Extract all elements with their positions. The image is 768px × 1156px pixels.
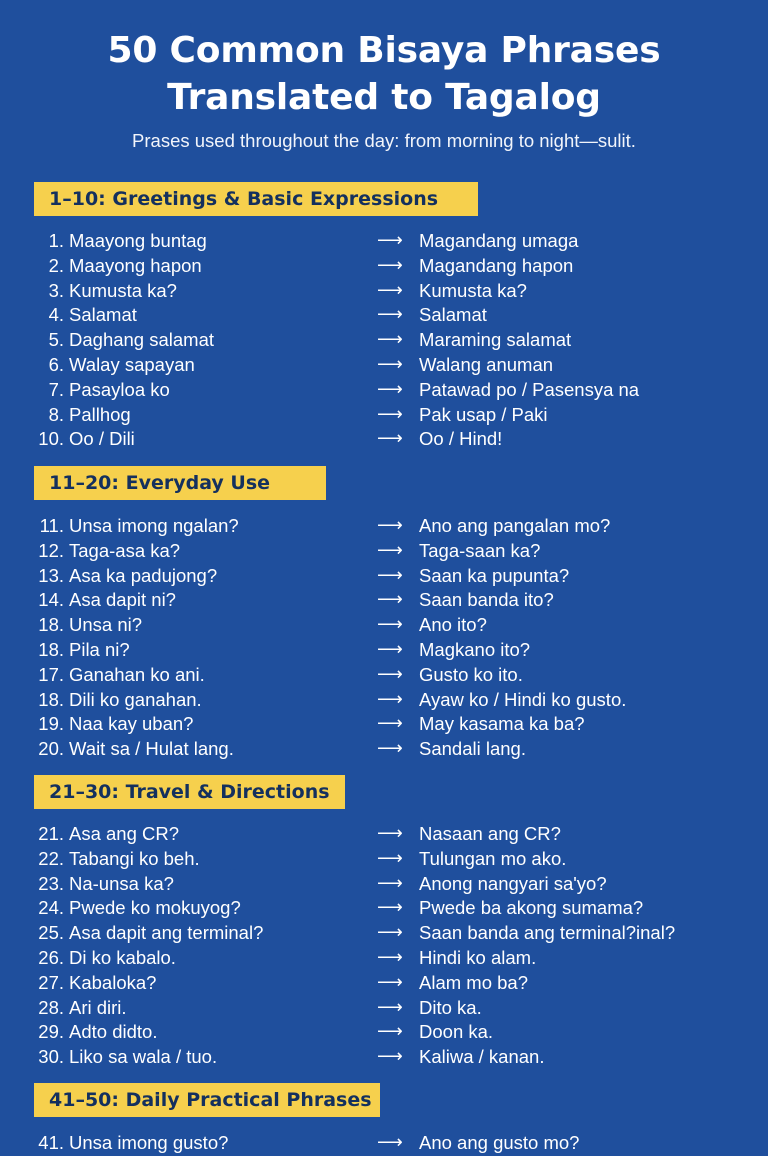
phrase-number: 29. — [38, 1021, 64, 1043]
tagalog-phrase: Anong nangyari sa'yo? — [419, 872, 607, 894]
tagalog-phrase: Kumusta ka? — [419, 279, 527, 301]
arrow-icon: ⟶ — [377, 353, 403, 375]
phrase-row — [0, 896, 768, 921]
tagalog-phrase: Patawad po / Pasensya na — [419, 378, 640, 400]
bisaya-phrase: Asa ka padujong? — [69, 564, 218, 586]
phrase-number: 5. — [48, 329, 64, 351]
section-heading-greetings: 1–10: Greetings & Basic Expressions — [34, 182, 478, 216]
phrase-row — [0, 613, 768, 638]
tagalog-phrase: Salamat — [419, 304, 487, 326]
phrase-row — [0, 588, 768, 613]
tagalog-phrase: May kasama ka ba? — [419, 713, 585, 735]
arrow-icon: ⟶ — [377, 378, 403, 400]
phrase-number: 24. — [38, 897, 64, 919]
bisaya-phrase: Pasayloa ko — [69, 378, 170, 400]
bisaya-phrase: Asa dapit ni? — [69, 589, 176, 611]
arrow-icon: ⟶ — [377, 1132, 403, 1153]
phrase-row — [0, 229, 768, 254]
page-title-line-1: 50 Common Bisaya Phrases — [107, 30, 661, 71]
tagalog-phrase: Kaliwa / kanan. — [419, 1046, 545, 1068]
bisaya-phrase: Daghang salamat — [69, 329, 215, 351]
page-subtitle: Prases used throughout the day: from morning to night—sulit. — [132, 130, 636, 151]
arrow-icon: ⟶ — [377, 1021, 403, 1043]
arrow-icon: ⟶ — [377, 279, 403, 301]
phrase-number: 27. — [38, 971, 64, 993]
phrase-row — [0, 638, 768, 663]
arrow-icon: ⟶ — [377, 614, 403, 636]
bisaya-phrase: Liko sa wala / tuo. — [69, 1046, 218, 1068]
phrase-number: 19. — [38, 713, 64, 735]
phrase-number: 23. — [38, 872, 64, 894]
tagalog-phrase: Taga-saan ka? — [419, 539, 541, 561]
bisaya-phrase: Dili ko ganahan. — [69, 688, 202, 710]
tagalog-phrase: Ayaw ko / Hindi ko gusto. — [419, 688, 627, 710]
bisaya-phrase: Taga-asa ka? — [69, 539, 181, 561]
phrase-number: 18. — [38, 688, 64, 710]
phrase-row — [0, 564, 768, 589]
phrase-row — [0, 403, 768, 428]
phrase-number: 25. — [38, 922, 64, 944]
bisaya-phrase: Asa ang CR? — [69, 823, 180, 844]
bisaya-phrase: Di ko kabalo. — [69, 946, 176, 968]
phrase-list-travel — [0, 822, 768, 1070]
arrow-icon: ⟶ — [377, 1046, 403, 1068]
phrase-number: 12. — [38, 539, 64, 561]
tagalog-phrase: Hindi ko alam. — [419, 946, 537, 968]
tagalog-phrase: Pak usap / Paki — [419, 403, 548, 425]
bisaya-phrase: Na-unsa ka? — [69, 872, 174, 894]
bisaya-phrase: Pwede ko mokuyog? — [69, 897, 241, 919]
section-heading-daily: 41–50: Daily Practical Phrases — [34, 1083, 380, 1117]
tagalog-phrase: Dito ka. — [419, 996, 482, 1018]
phrase-number: 20. — [38, 738, 64, 760]
arrow-icon: ⟶ — [377, 713, 403, 735]
bisaya-phrase: Tabangi ko beh. — [69, 847, 200, 869]
phrase-number: 17. — [38, 663, 64, 685]
bisaya-phrase: Salamat — [69, 304, 137, 326]
phrase-row — [0, 847, 768, 872]
phrase-number: 1. — [48, 230, 64, 251]
phrase-row — [0, 378, 768, 403]
tagalog-phrase: Magandang umaga — [419, 230, 579, 251]
phrase-row — [0, 254, 768, 279]
bisaya-phrase: Oo / Dili — [69, 428, 135, 450]
tagalog-phrase: Doon ka. — [419, 1021, 494, 1043]
phrase-number: 41. — [38, 1132, 64, 1153]
phrase-row — [0, 663, 768, 688]
tagalog-phrase: Saan banda ang terminal?inal? — [419, 922, 676, 944]
tagalog-phrase: Pwede ba akong sumama? — [419, 897, 644, 919]
phrase-number: 21. — [38, 823, 64, 844]
tagalog-phrase: Saan ka pupunta? — [419, 564, 570, 586]
arrow-icon: ⟶ — [377, 515, 403, 536]
phrase-row — [0, 822, 768, 847]
arrow-icon: ⟶ — [377, 638, 403, 660]
phrase-row — [0, 328, 768, 353]
phrase-row — [0, 1045, 768, 1070]
arrow-icon: ⟶ — [377, 539, 403, 561]
bisaya-phrase: Naa kay uban? — [69, 713, 194, 735]
phrase-number: 4. — [48, 304, 64, 326]
bisaya-phrase: Ganahan ko ani. — [69, 663, 205, 685]
phrase-list-greetings — [0, 229, 768, 452]
phrase-number: 13. — [38, 564, 64, 586]
tagalog-phrase: Walang anuman — [419, 353, 554, 375]
arrow-icon: ⟶ — [377, 922, 403, 944]
arrow-icon: ⟶ — [377, 971, 403, 993]
phrase-number: 10. — [38, 428, 64, 450]
bisaya-phrase: Asa dapit ang terminal? — [69, 922, 264, 944]
bisaya-phrase: Adto didto. — [69, 1021, 158, 1043]
phrase-row — [0, 712, 768, 737]
phrase-row — [0, 539, 768, 564]
bisaya-phrase: Maayong buntag — [69, 230, 207, 251]
bisaya-phrase: Kabaloka? — [69, 971, 157, 993]
phrase-number: 26. — [38, 946, 64, 968]
arrow-icon: ⟶ — [377, 329, 403, 351]
phrase-row — [0, 688, 768, 713]
section-heading-travel: 21–30: Travel & Directions — [34, 775, 345, 809]
arrow-icon: ⟶ — [377, 254, 403, 276]
arrow-icon: ⟶ — [377, 946, 403, 968]
bisaya-phrase: Pila ni? — [69, 638, 130, 660]
phrase-row — [0, 921, 768, 946]
phrase-list-everyday — [0, 514, 768, 762]
phrase-number: 28. — [38, 996, 64, 1018]
phrase-row — [0, 353, 768, 378]
page-title-line-2: Translated to Tagalog — [167, 77, 601, 118]
tagalog-phrase: Magandang hapon — [419, 254, 574, 276]
bisaya-phrase: Kumusta ka? — [69, 279, 177, 301]
tagalog-phrase: Saan banda ito? — [419, 589, 554, 611]
phrase-row — [0, 514, 768, 539]
arrow-icon: ⟶ — [377, 996, 403, 1018]
bisaya-phrase: Unsa ni? — [69, 614, 143, 636]
phrase-number: 2. — [48, 254, 64, 276]
tagalog-phrase: Gusto ko ito. — [419, 663, 523, 685]
phrase-number: 18. — [38, 638, 64, 660]
phrase-row — [0, 971, 768, 996]
bisaya-phrase: Unsa imong gusto? — [69, 1132, 229, 1153]
bisaya-phrase: Pallhog — [69, 403, 131, 425]
phrase-number: 8. — [48, 403, 64, 425]
phrase-row — [0, 427, 768, 452]
phrase-row — [0, 303, 768, 328]
tagalog-phrase: Sandali lang. — [419, 738, 526, 760]
arrow-icon: ⟶ — [377, 872, 403, 894]
phrase-number: 18. — [38, 614, 64, 636]
tagalog-phrase: Ano ang gusto mo? — [419, 1132, 580, 1153]
tagalog-phrase: Alam mo ba? — [419, 971, 528, 993]
bisaya-phrase: Ari diri. — [69, 996, 127, 1018]
bisaya-phrase: Maayong hapon — [69, 254, 202, 276]
tagalog-phrase: Magkano ito? — [419, 638, 531, 660]
bisaya-phrase: Unsa imong ngalan? — [69, 515, 239, 536]
arrow-icon: ⟶ — [377, 663, 403, 685]
tagalog-phrase: Ano ito? — [419, 614, 487, 636]
arrow-icon: ⟶ — [377, 304, 403, 326]
phrase-list-daily — [0, 1131, 768, 1156]
bisaya-phrase: Wait sa / Hulat lang. — [69, 738, 234, 760]
arrow-icon: ⟶ — [377, 428, 403, 450]
arrow-icon: ⟶ — [377, 847, 403, 869]
arrow-icon: ⟶ — [377, 403, 403, 425]
arrow-icon: ⟶ — [377, 564, 403, 586]
tagalog-phrase: Nasaan ang CR? — [419, 823, 561, 844]
arrow-icon: ⟶ — [377, 897, 403, 919]
phrase-row — [0, 872, 768, 897]
arrow-icon: ⟶ — [377, 230, 403, 251]
arrow-icon: ⟶ — [377, 589, 403, 611]
arrow-icon: ⟶ — [377, 688, 403, 710]
phrase-row — [0, 737, 768, 762]
phrase-row — [0, 1131, 768, 1156]
phrase-number: 6. — [48, 353, 64, 375]
phrase-number: 30. — [38, 1046, 64, 1068]
phrase-number: 22. — [38, 847, 64, 869]
bisaya-phrase: Walay sapayan — [69, 353, 195, 375]
tagalog-phrase: Maraming salamat — [419, 329, 572, 351]
arrow-icon: ⟶ — [377, 823, 403, 844]
tagalog-phrase: Ano ang pangalan mo? — [419, 515, 611, 536]
arrow-icon: ⟶ — [377, 738, 403, 760]
phrase-row — [0, 279, 768, 304]
phrase-number: 3. — [48, 279, 64, 301]
section-heading-everyday: 11–20: Everyday Use — [34, 466, 326, 500]
phrase-number: 11. — [39, 515, 64, 536]
phrase-row — [0, 996, 768, 1021]
phrase-number: 7. — [48, 378, 64, 400]
phrase-number: 14. — [38, 589, 64, 611]
phrase-row — [0, 1020, 768, 1045]
phrase-row — [0, 946, 768, 971]
tagalog-phrase: Oo / Hind! — [419, 428, 503, 450]
tagalog-phrase: Tulungan mo ako. — [419, 847, 567, 869]
